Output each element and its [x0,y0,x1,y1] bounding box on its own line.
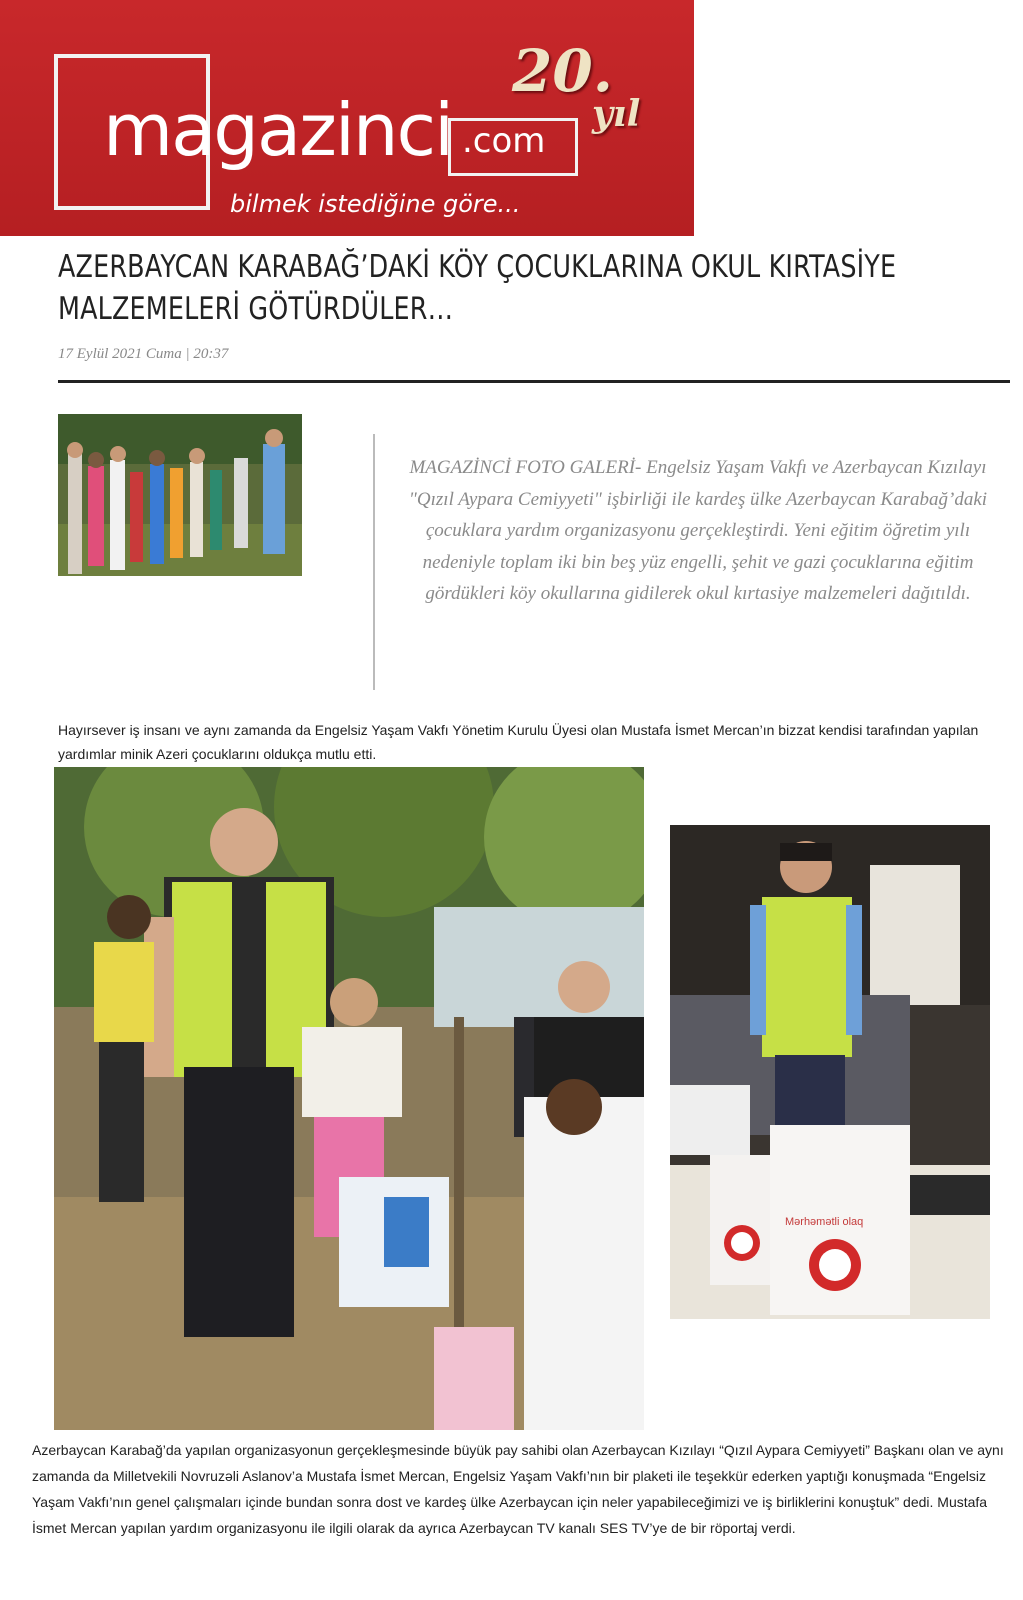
site-banner [0,0,694,236]
site-logo[interactable]: magazinci [103,88,453,172]
article-title: AZERBAYCAN KARABAĞ’DAKİ KÖY ÇOCUKLARINA OKUL KIRTASİYE MALZEMELERİ GÖTÜRDÜLER… [58,249,897,327]
bag-label: Mərhəmətli olaq [785,1216,864,1228]
site-tagline: bilmek istediğine göre... [230,190,521,218]
article-date: 17 Eylül 2021 Cuma | 20:37 [58,346,229,362]
main-photo-children[interactable] [54,767,644,1430]
anniversary-number: 20. [512,37,613,105]
site-logo-domain: .com [462,121,546,161]
anniversary-word: yıl [592,93,641,135]
gallery-thumbnail-photo[interactable] [58,414,302,576]
side-photo-volunteer[interactable] [670,825,990,1319]
lead-separator [373,434,375,690]
article-paragraph-2: Azerbaycan Karabağ’da yapılan organizasyonun gerçekleşmesinde büyük pay sahibi olan Azerbaycan Kızılayı “Qızıl Aypara Cemiyyeti” Başkanı olan ve aynı zamanda da Milletvekili Novruzəli Aslanov’a Mustafa İsmet Mercan, Engelsiz Yaşam Vakfı’nın bir plaketi ile teşekkür ederken yaptığı konuşmada “Engelsiz Yaşam Vakfı’nın genel çalışmaları içinde bundan sonra dost ve kardeş ülke Azerbaycan için neler yapabileceğimizi ve iş birliklerini konuştuk” dedi. Mustafa İsmet Mercan yapılan yardım organizasyonu ile ilgili olarak da ayrıca Azerbaycan TV kanalı SES TV’ye de bir röportaj verdi. [32,1442,1004,1536]
article-paragraph-1: Hayırsever iş insanı ve aynı zamanda da Engelsiz Yaşam Vakfı Yönetim Kurulu Üyesi olan Mustafa İsmet Mercan’ın bizzat kendisi tarafından yapılan yardımlar minik Azeri çocuklarını oldukça mutlu etti. [58,722,979,762]
article-lead: MAGAZİNCİ FOTO GALERİ- Engelsiz Yaşam Vakfı ve Azerbaycan Kızılayı "Qızıl Aypara Cemiyyeti" işbirliği ile kardeş ülke Azerbaycan Karabağ’daki çocuklara yardım organizasyonu gerçekleştirdi. Yeni eğitim öğretim yılı nedeniyle toplam iki bin beş yüz engelli, şehit ve gazi çocuklarına eğitim gördükleri köy okullarına gidilerek okul kırtasiye malzemeleri dağıtıldı. [408,457,988,604]
title-divider [58,380,1010,383]
